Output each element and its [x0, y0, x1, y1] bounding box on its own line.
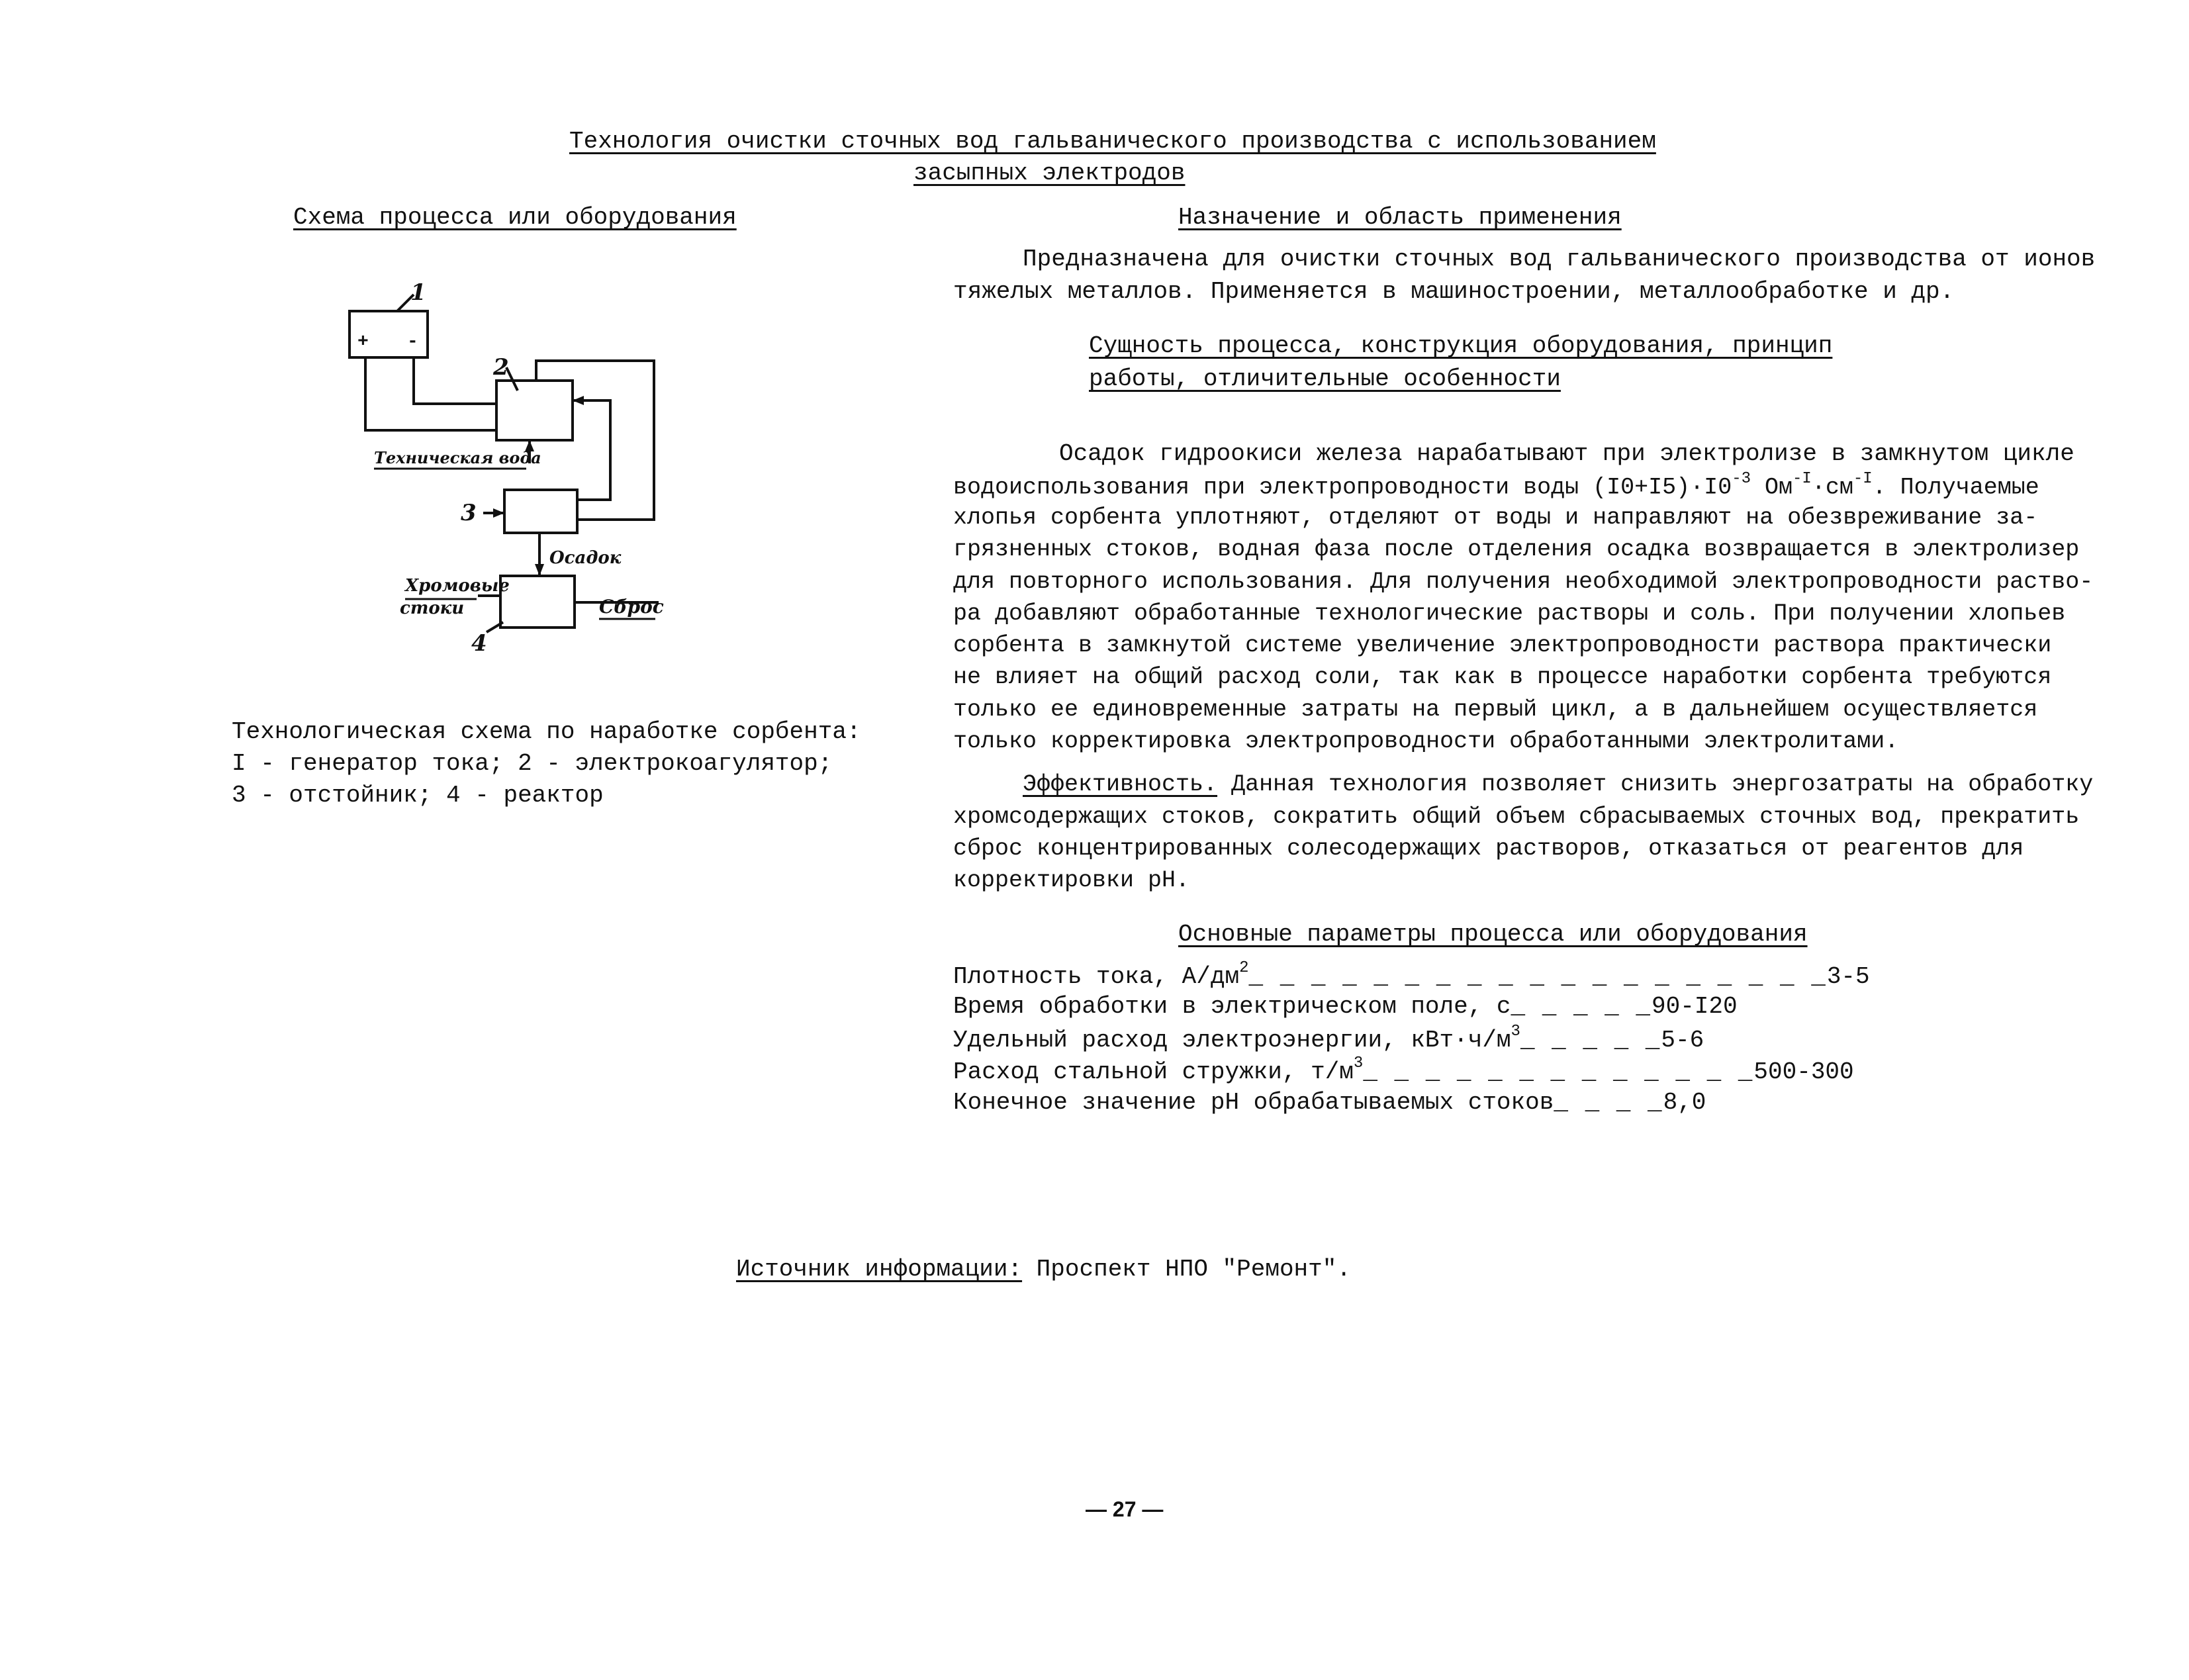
label-chrome-1: Хромовые: [405, 576, 510, 596]
param-row-steel-chips: Расход стальной стружки, $т/м^3\_$ _ _ _ _ _ _ _ _ _ _ _ _500-300: [953, 1054, 1854, 1086]
wire-minus: [414, 357, 496, 404]
page-title-line1: Технология очистки сточных вод гальванического производства с использованием: [569, 128, 1656, 155]
settler-box: [504, 490, 577, 533]
purpose-line-2: тяжелых металлов. Применяется в машиностроении, металлообработке и др.: [953, 278, 1955, 305]
param-row-current-density: Плотность тока, $А/дм^2\_$ _ _ _ _ _ _ _ _ _ _ _ _ _ _ _ _ _ _3-5: [953, 959, 1870, 990]
efficiency-line: корректировки рН.: [953, 867, 1190, 894]
caption-line-1: Технологическая схема по наработке сорбента:: [232, 718, 861, 745]
efficiency-line-1: Эффективность. Данная технология позволяет снизить энергозатраты на обработку: [1023, 771, 2094, 798]
efficiency-line: хромсодержащих стоков, сократить общий объем сбрасываемых сточных вод, прекратить: [953, 804, 2080, 830]
efficiency-label: Эффективность.: [1023, 771, 1218, 798]
label-tech-water: Техническая вода: [374, 448, 541, 467]
caption-line-3: 3 - отстойник; 4 - реактор: [232, 782, 604, 809]
caption-line-2: I - генератор тока; 2 - электрокоагулятор;: [232, 750, 833, 777]
param-row-final-ph: Конечное значение рН обрабатываемых стоков_ _ _ _8,0: [953, 1089, 1706, 1116]
essence-line: только ее единовременные затраты на первый цикл, а в дальнейшем осуществляется: [953, 696, 2038, 723]
arrow-settler: [493, 508, 504, 518]
wire-plus: [365, 357, 496, 430]
electrocoagulator-box: [496, 381, 573, 440]
purpose-heading: Назначение и область применения: [1178, 204, 1622, 231]
essence-heading-1: Сущность процесса, конструкция оборудования, принцип: [1089, 332, 1833, 359]
arrow-sediment: [535, 564, 544, 576]
label-chrome-2: стоки: [400, 598, 465, 618]
scheme-heading: Схема процесса или оборудования: [293, 204, 737, 231]
purpose-line-1: Предназначена для очистки сточных вод гальванического производства от ионов: [1023, 246, 2096, 273]
label-num-2: 2: [493, 354, 509, 381]
essence-line: только корректировка электропроводности обработанными электролитами.: [953, 728, 1899, 755]
source-label: Источник информации:: [736, 1256, 1023, 1283]
essence-lead: Осадок гидроокиси железа нарабатывают при электролизе в замкнутом цикле: [1059, 440, 2074, 467]
label-num-4: 4: [471, 630, 487, 657]
label-num-3: 3: [461, 500, 477, 526]
essence-heading-2: работы, отличительные особенности: [1089, 365, 1561, 393]
essence-line: для повторного использования. Для получения необходимой электропроводности раство-: [953, 569, 2094, 595]
reactor-box: [500, 576, 575, 628]
label-num-1: 1: [410, 279, 426, 306]
source-value: Проспект НПО "Ремонт".: [1022, 1256, 1351, 1283]
label-minus: -: [407, 332, 418, 352]
efficiency-line: сброс концентрированных солесодержащих растворов, отказаться от реагентов для: [953, 835, 2024, 862]
essence-line: не влияет на общий расход соли, так как в процессе наработки сорбента требуются: [953, 664, 2052, 690]
essence-line: сорбента в замкнутой системе увеличение электропроводности раствора практически: [953, 632, 2052, 659]
label-discharge: Сброс: [599, 596, 664, 618]
essence-line: ра добавляют обработанные технологические растворы и соль. При получении хлопьев: [953, 600, 2066, 627]
page-number: — 27 —: [1086, 1497, 1164, 1521]
param-row-treatment-time: Время обработки в электрическом поле, с_ _ _ _ _90-I20: [953, 993, 1738, 1020]
label-sediment: Осадок: [549, 548, 622, 568]
params-heading: Основные параметры процесса или оборудования: [1178, 921, 1808, 948]
recycle-inner: [573, 400, 610, 500]
label-plus: +: [357, 332, 369, 352]
essence-line-2: водоиспользования при электропроводности воды $(I0+I5)\cdot I0^{-3}$ $Ом^{-I}\cdot см^{-I}$. Получаемые: [953, 470, 2039, 501]
essence-line: хлопья сорбента уплотняют, отделяют от воды и направляют на обезвреживание за-: [953, 504, 2038, 531]
page-title-line2: засыпных электродов: [913, 160, 1186, 187]
source-line: [736, 1258, 1351, 1282]
arrow-inner: [573, 396, 584, 405]
essence-line: грязненных стоков, водная фаза после отделения осадка возвращается в электролизер: [953, 536, 2080, 563]
param-row-energy: Удельный расход электроэнергии, $кВт\cdot ч/м^3\_$ _ _ _ _5-6: [953, 1023, 1704, 1054]
